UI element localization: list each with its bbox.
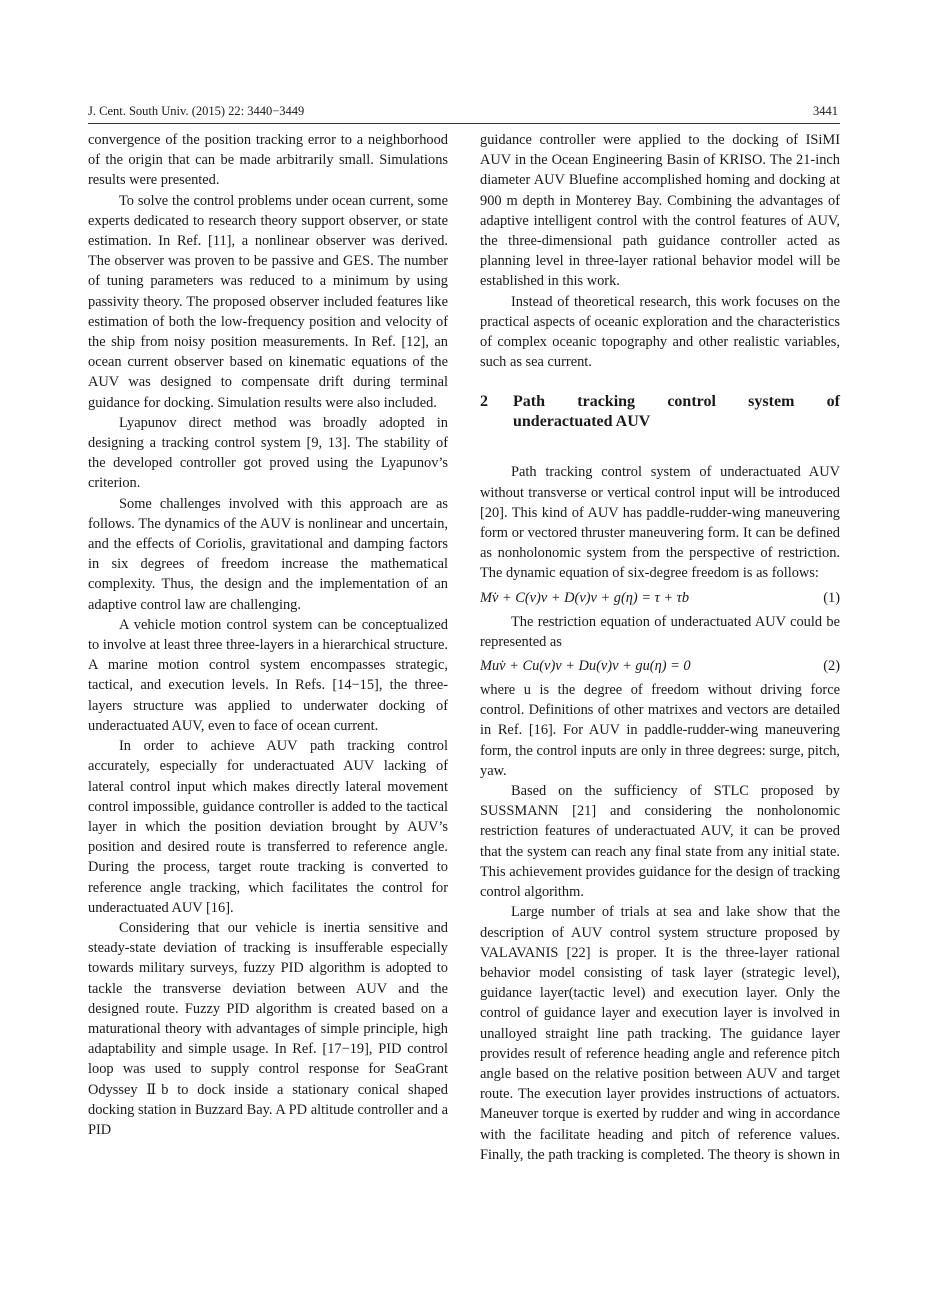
paragraph: A vehicle motion control system can be conceptualized to involve at least three three-layers in a hierarchical structure. A marine motion control system encompasses strategic, tactical, and execution levels. In Refs. [14−15], the three-layers structure was applied to underwater docking of underactuated AUV, even to face of ocean current. — [88, 616, 448, 734]
section-title-line1: Path tracking control system of — [513, 393, 840, 411]
section-title-line2: underactuated AUV — [513, 413, 651, 431]
paragraph: In order to achieve AUV path tracking control accurately, especially for underactuated AUV lacking of lateral control input which makes directly lateral movement control impossible, guidance controller is added to the tactical layer in which the position deviation brought by AUV’s position and desired route is transferred to reference angle. During the process, target route tracking is converted to reference angle tracking, which facilitates the control for underactuated AUV [16]. — [88, 738, 448, 916]
paragraph: Considering that our vehicle is inertia sensitive and steady-state deviation of tracking is insufferable especially towards military surveys, fuzzy PID algorithm is adopted to tackle the transverse deviation between AUV and the designed route. Fuzzy PID algorithm is created based on a maturational theory with advantages of simple principle, high adaptability and simple usage. In Ref. [17−19], PID control loop was used to supply control response for SeaGrant Odyssey Ⅱb to dock inside a stationary conical shaped docking station in Buzzard Bay. A PD altitude controller and a PID — [88, 919, 448, 1138]
paragraph: To solve the control problems under ocean current, some experts dedicated to research theory support observer, or state estimation. In Ref. [11], a nonlinear observer was derived. The observer was proven to be passive and GES. The number of tuning parameters was reduced to a minimum by using passivity theory. The proposed observer included features like estimation of both the low-frequency position and velocity of the ship from noisy position measurements. In Ref. [12], an ocean current observer based on kinematic equations of the AUV was designed to compensate drift during terminal guidance for docking. Simulation results were also included. — [88, 192, 448, 411]
paragraph: Large number of trials at sea and lake show that the description of AUV control system structure proposed by VALAVANIS [22] is proper. It is the three-layer rational behavior model consisting of task layer (strategic level), guidance layer(tactic level) and execution layer. Only the control of guidance layer and execution layer is involved in unalloyed straight line path tracking. The guidance layer provides result of reference heading angle and reference pitch angle based on the relative position between AUV and target route. The execution layer provides instructions of actuators. Maneuver torque is exerted by rudder and wing in accordance with the facilitate heading and pitch of reference values. Finally, the path tracking is completed. The theory is shown in — [480, 904, 840, 1163]
section-number: 2 — [480, 393, 488, 411]
equation-1-body: Mv̇ + C(v)v + D(v)v + g(η) = τ + τb — [480, 589, 690, 606]
left-column — [88, 130, 448, 1140]
equation-1-number: (1) — [823, 589, 840, 606]
paragraph: Based on the sufficiency of STLC proposed by SUSSMANN [21] and considering the nonholonomic restriction features of underactuated AUV, it can be proved that the system can reach any final state from any initial state. This achievement provides guidance for the design of tracking control algorithm. — [480, 783, 840, 901]
paragraph: The restriction equation of underactuated AUV could be represented as — [480, 613, 840, 650]
equation-2-number: (2) — [823, 658, 840, 675]
paragraph: Path tracking control system of underactuated AUV without transverse or vertical control input will be introduced [20]. This kind of AUV has paddle-rudder-wing maneuvering form or vectored thruster maneuvering form. It can be defined as nonholonomic system from the perspective of restriction. The dynamic equation of six-degree freedom is as follows: — [480, 464, 840, 582]
header-rule — [88, 123, 840, 124]
paragraph: Instead of theoretical research, this work focuses on the practical aspects of oceanic exploration and the characteristics of complex oceanic topography and other realistic variables, such as sea current. — [480, 293, 840, 371]
equation-1 — [480, 584, 840, 612]
page-number: 3441 — [813, 104, 838, 118]
paragraph: convergence of the position tracking error to a neighborhood of the origin that can be made arbitrarily small. Simulations results were presented. — [88, 132, 448, 189]
running-header — [88, 104, 838, 122]
section-heading — [480, 392, 840, 432]
paragraph: Some challenges involved with this approach are as follows. The dynamics of the AUV is nonlinear and uncertain, and the effects of Coriolis, gravitational and damping factors in six degrees of freedom increase the mathematical complexity. Thus, the design and the implementation of an adaptive control law are challenging. — [88, 495, 448, 613]
journal-citation: J. Cent. South Univ. (2015) 22: 3440−3449 — [88, 104, 305, 118]
right-column — [480, 130, 840, 1165]
equation-2 — [480, 652, 840, 680]
paragraph: Lyapunov direct method was broadly adopted in designing a tracking control system [9, 13]. The stability of the developed controller got proved using the Lyapunov’s criterion. — [88, 414, 448, 492]
paragraph: where u is the degree of freedom without driving force control. Definitions of other matrixes and vectors are detailed in Ref. [16]. For AUV in paddle-rudder-wing maneuvering form, the control inputs are only in three degrees: surge, pitch, yaw. — [480, 682, 840, 779]
paragraph: guidance controller were applied to the docking of ISiMI AUV in the Ocean Engineering Basin of KRISO. The 21-inch diameter AUV Bluefine accomplished homing and docking at 900 m depth in Monterey Bay. Combining the advantages of adaptive intelligent control with the control features of AUV, the three-dimensional path guidance controller acted as planning level in three-layer rational behavior model will be established in this work. — [480, 132, 840, 290]
equation-2-body: Muv̇ + Cu(v)v + Du(v)v + gu(η) = 0 — [480, 658, 691, 675]
